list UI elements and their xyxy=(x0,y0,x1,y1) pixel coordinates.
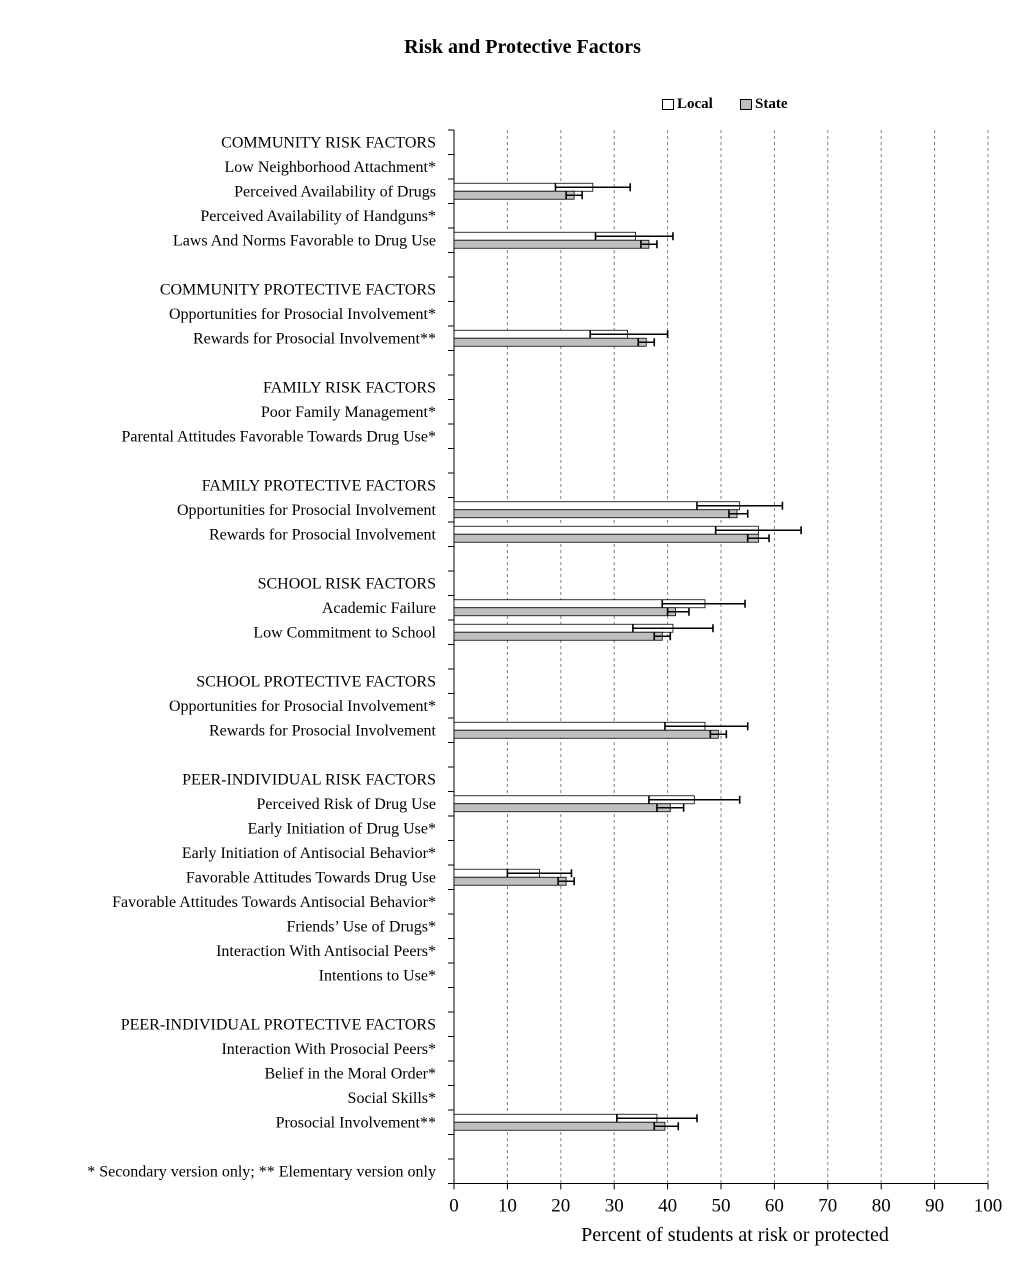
x-tick-label: 0 xyxy=(449,1195,459,1217)
category-label: Opportunities for Prosocial Involvement* xyxy=(168,305,436,323)
x-tick-label: 30 xyxy=(604,1195,624,1217)
legend-state-label: State xyxy=(755,96,788,112)
chart-title: Risk and Protective Factors xyxy=(404,36,641,58)
category-label: Laws And Norms Favorable to Drug Use xyxy=(172,232,436,250)
bar-state xyxy=(454,510,737,518)
bar-state xyxy=(454,191,574,199)
category-label: SCHOOL PROTECTIVE FACTORS xyxy=(196,673,436,691)
category-label: Early Initiation of Drug Use* xyxy=(247,820,436,838)
category-label: PEER-INDIVIDUAL PROTECTIVE FACTORS xyxy=(120,1016,436,1034)
x-tick-label: 10 xyxy=(497,1195,517,1217)
category-label: COMMUNITY PROTECTIVE FACTORS xyxy=(159,281,436,299)
category-label: Early Initiation of Antisocial Behavior* xyxy=(181,844,436,862)
category-label: Low Neighborhood Attachment* xyxy=(224,158,436,176)
bar-state xyxy=(454,632,662,640)
x-tick-label: 50 xyxy=(711,1195,731,1217)
bar-state xyxy=(454,1122,665,1130)
x-axis-title: Percent of students at risk or protected xyxy=(581,1224,889,1246)
x-tick-label: 90 xyxy=(925,1195,945,1217)
category-label: Intentions to Use* xyxy=(318,967,436,985)
bar-state xyxy=(454,534,758,542)
bar-state xyxy=(454,608,676,616)
bar-state xyxy=(454,804,670,812)
bar-state xyxy=(454,730,718,738)
bar-state xyxy=(454,240,649,248)
category-label: PEER-INDIVIDUAL RISK FACTORS xyxy=(182,771,436,789)
category-label: Rewards for Prosocial Involvement xyxy=(208,526,436,544)
x-tick-label: 100 xyxy=(973,1195,1003,1217)
category-label: Academic Failure xyxy=(321,599,436,617)
bar-local xyxy=(454,526,758,534)
category-label: Friends’ Use of Drugs* xyxy=(286,918,436,936)
category-label: COMMUNITY RISK FACTORS xyxy=(221,134,436,152)
category-label: Opportunities for Prosocial Involvement xyxy=(176,501,436,519)
category-label: Poor Family Management* xyxy=(260,403,436,421)
x-tick-label: 60 xyxy=(764,1195,784,1217)
x-tick-label: 40 xyxy=(658,1195,678,1217)
x-tick-label: 70 xyxy=(818,1195,838,1217)
category-label: * Secondary version only; ** Elementary version only xyxy=(87,1163,436,1181)
category-label: Parental Attitudes Favorable Towards Drug Use* xyxy=(121,428,436,446)
x-tick-label: 80 xyxy=(871,1195,891,1217)
category-label: Prosocial Involvement** xyxy=(275,1114,436,1132)
bar-state xyxy=(454,338,646,346)
category-label: Favorable Attitudes Towards Antisocial Behavior* xyxy=(112,893,436,911)
category-label: Rewards for Prosocial Involvement xyxy=(208,722,436,740)
category-label: Interaction With Prosocial Peers* xyxy=(221,1040,436,1058)
category-label: Perceived Risk of Drug Use xyxy=(256,795,436,813)
category-label: Belief in the Moral Order* xyxy=(264,1065,436,1083)
category-label: Rewards for Prosocial Involvement** xyxy=(192,330,436,348)
bar-state xyxy=(454,877,566,885)
category-label: Perceived Availability of Drugs xyxy=(234,183,436,201)
category-label: Low Commitment to School xyxy=(253,624,436,642)
category-label: SCHOOL RISK FACTORS xyxy=(257,575,436,593)
x-tick-label: 20 xyxy=(551,1195,571,1217)
category-label: FAMILY RISK FACTORS xyxy=(263,379,436,397)
category-label: Interaction With Antisocial Peers* xyxy=(216,942,436,960)
category-label: Favorable Attitudes Towards Drug Use xyxy=(185,869,436,887)
category-label: Opportunities for Prosocial Involvement* xyxy=(168,697,436,715)
legend-local-label: Local xyxy=(677,96,713,112)
category-label: Perceived Availability of Handguns* xyxy=(200,207,436,225)
category-label: Social Skills* xyxy=(347,1089,436,1107)
category-label: FAMILY PROTECTIVE FACTORS xyxy=(201,477,436,495)
